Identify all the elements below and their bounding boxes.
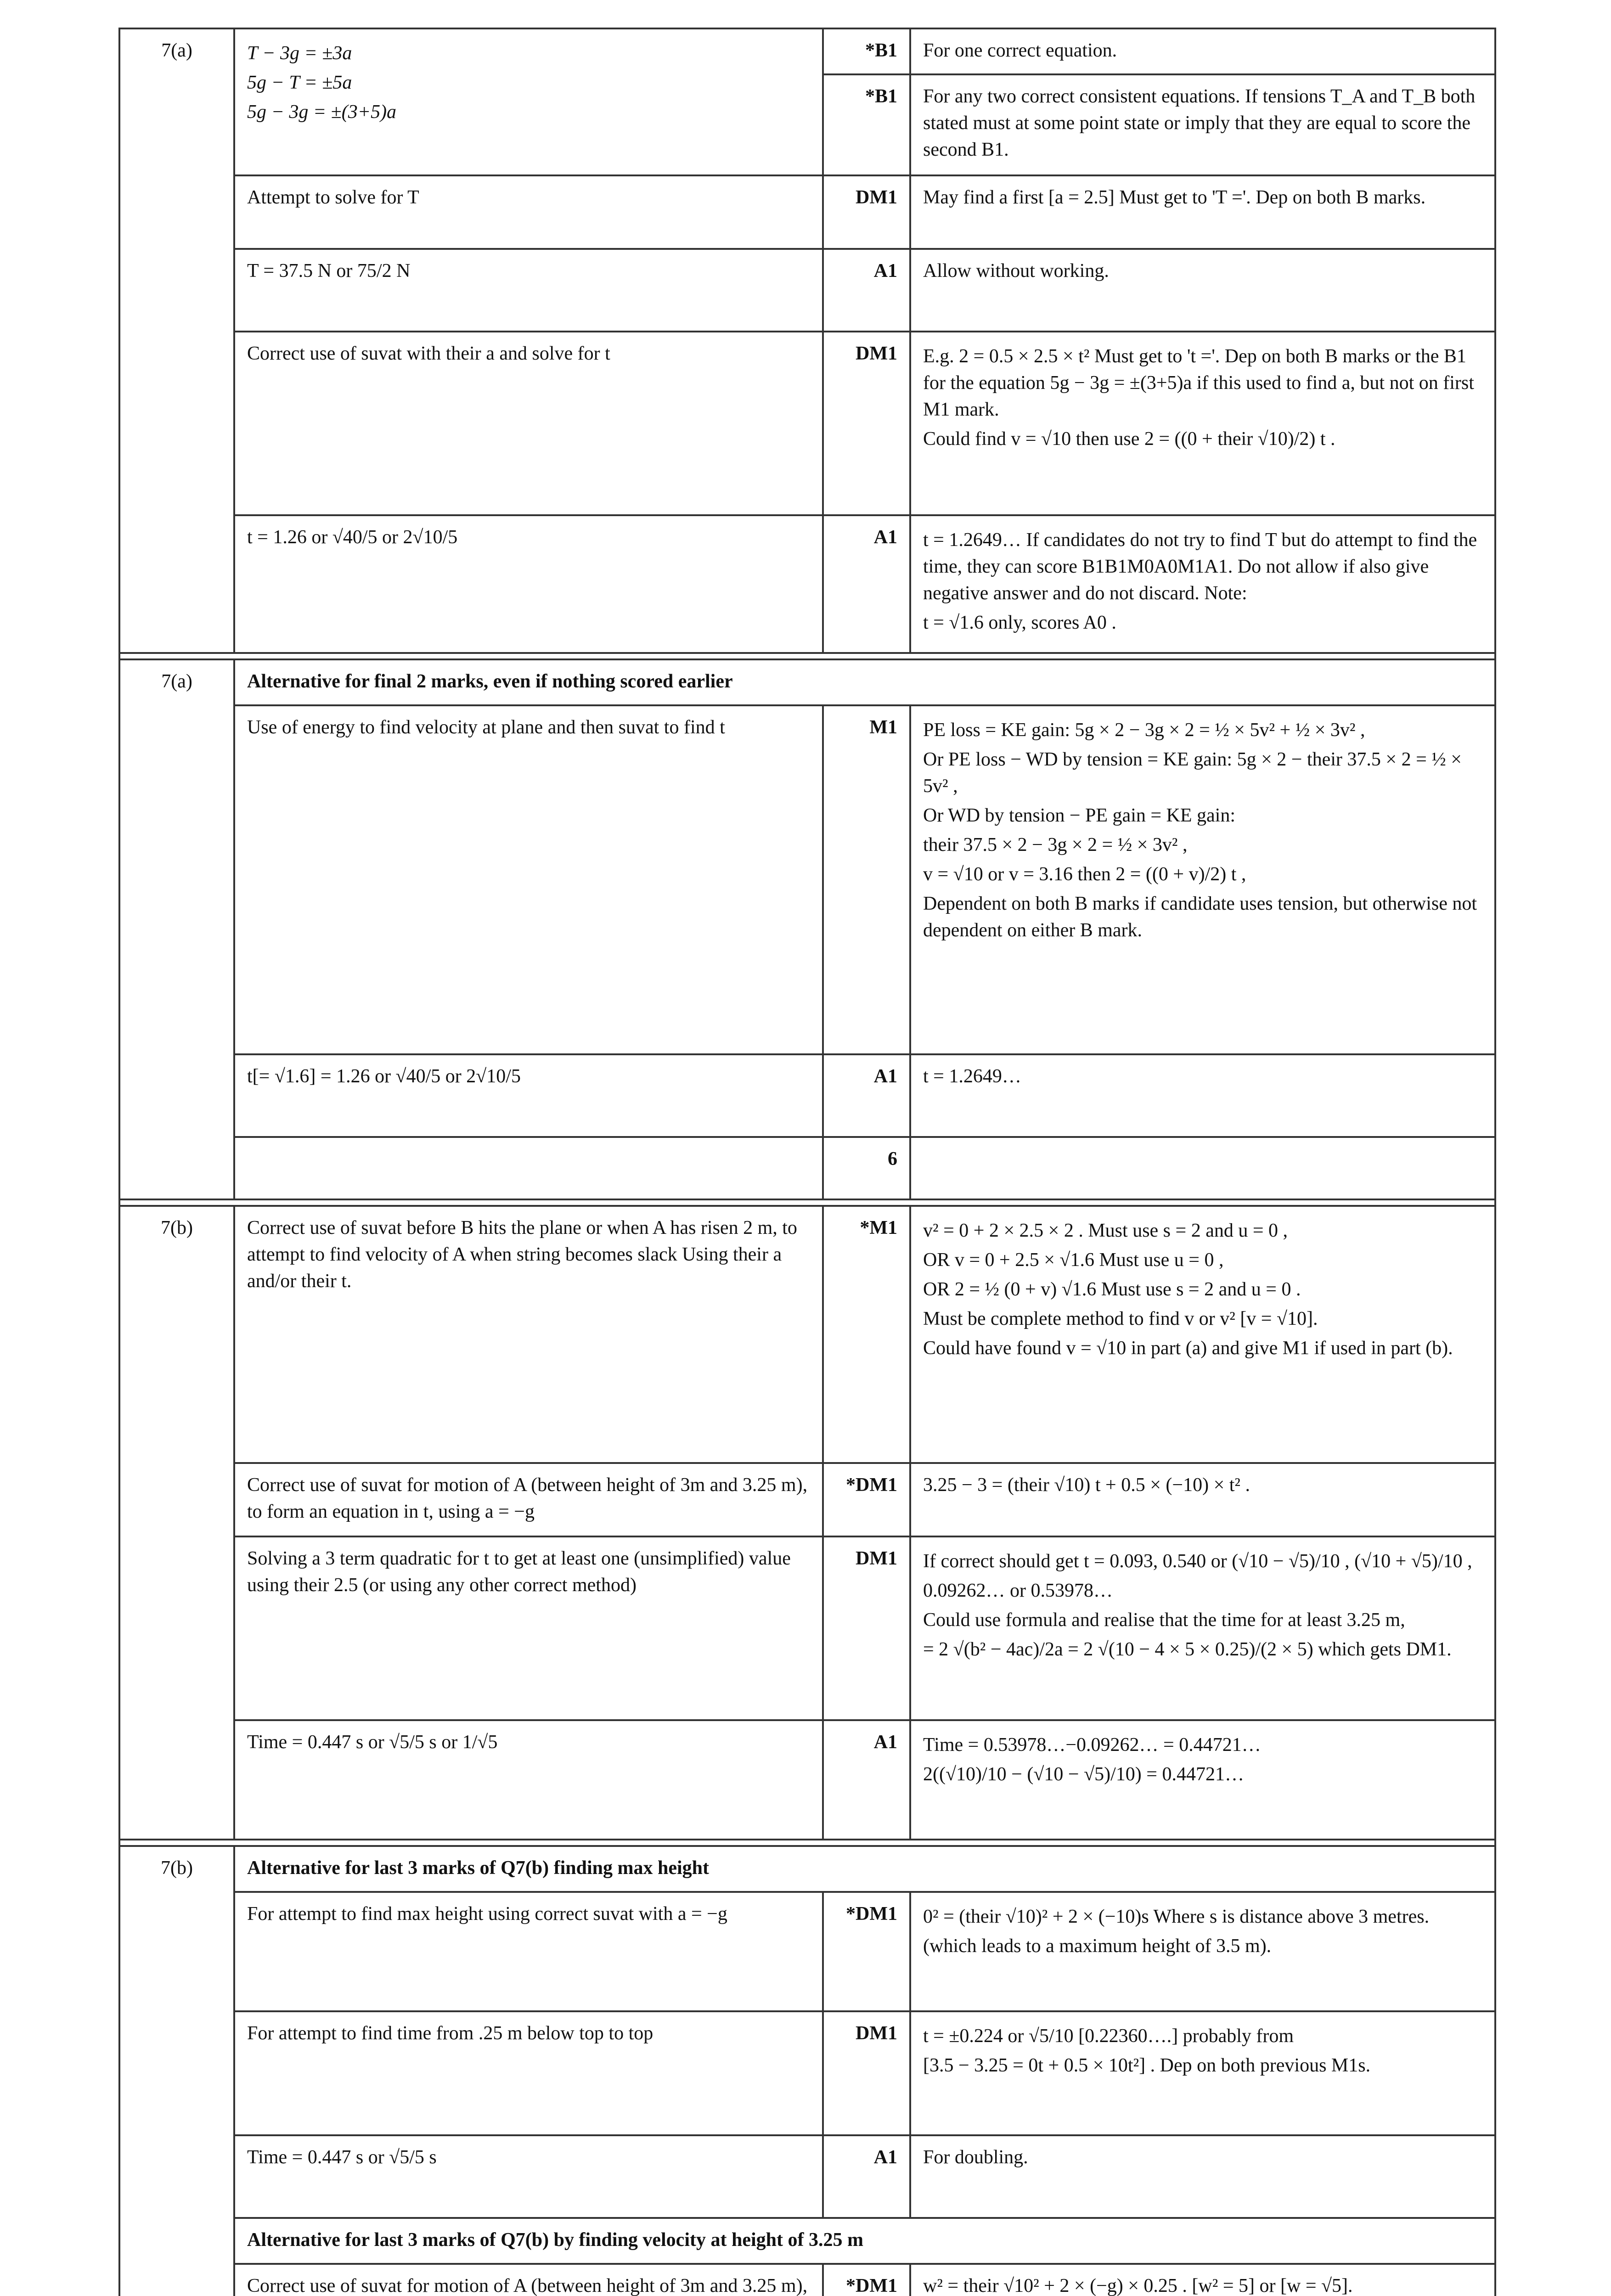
guidance-line: v = √10 or v = 3.16 then 2 = ((0 + v)/2) t , — [923, 863, 1246, 885]
answer-cell — [234, 28, 823, 175]
answer-cell: t = 1.26 or √40/5 or 2√10/5 — [234, 515, 823, 653]
mark-code: A1 — [823, 515, 910, 653]
answer-cell: For attempt to find max height using correct suvat with a = −g — [234, 1892, 823, 2011]
guidance-line: Could find v = √10 then use 2 = ((0 + their √10)/2) t . — [923, 428, 1335, 450]
mark-code: A1 — [823, 2135, 910, 2218]
mark-code: *DM1 — [823, 1463, 910, 1536]
guidance-line: t = ±0.224 or √5/10 [0.22360….] probably from — [923, 2026, 1294, 2047]
section-title: Alternative for last 3 marks of Q7(b) by finding velocity at height of 3.25 m — [234, 2218, 1495, 2264]
guidance-line: PE loss = KE gain: 5g × 2 − 3g × 2 = ½ × 5v² + ½ × 3v² , — [923, 720, 1365, 741]
mark-code: A1 — [823, 1054, 910, 1137]
mark-code: *DM1 — [823, 2264, 910, 2296]
answer-cell: Use of energy to find velocity at plane and then suvat to find t — [234, 705, 823, 1054]
guidance-line: Or PE loss − WD by tension = KE gain: 5g × 2 − their 37.5 × 2 = ½ × 5v² , — [923, 748, 1462, 797]
mark-code: A1 — [823, 249, 910, 332]
guidance-line: (which leads to a maximum height of 3.5 m). — [923, 1935, 1272, 1957]
guidance-line: v² = 0 + 2 × 2.5 × 2 . Must use s = 2 and u = 0 , — [923, 1220, 1288, 1241]
guidance-line: their 37.5 × 2 − 3g × 2 = ½ × 3v² , — [923, 834, 1188, 855]
answer-cell: Correct use of suvat with their a and solve for t — [234, 332, 823, 515]
question-number: 7(b) — [119, 1206, 234, 1840]
mark-code: DM1 — [823, 1536, 910, 1720]
answer-cell — [234, 1137, 823, 1199]
guidance-line: E.g. 2 = 0.5 × 2.5 × t² Must get to 't ='. Dep on both B marks or the B1 for the equation 5g − 3g = ±(3+5)a if this used to find a, but not on first M1 mark. — [923, 346, 1474, 420]
guidance-cell — [910, 1720, 1495, 1840]
answer-cell: t[= √1.6] = 1.26 or √40/5 or 2√10/5 — [234, 1054, 823, 1137]
row-separator — [119, 1840, 1495, 1846]
answer-cell: Correct use of suvat for motion of A (between height of 3m and 3.25 m), — [234, 2264, 823, 2296]
equation-line: 5g − T = ±5a — [247, 72, 352, 93]
answer-cell: Solving a 3 term quadratic for t to get at least one (unsimplified) value using their 2.5 (or using any other correct method) — [234, 1536, 823, 1720]
mark-code: *DM1 — [823, 1892, 910, 2011]
guidance-line: Dependent on both B marks if candidate uses tension, but otherwise not dependent on either B mark. — [923, 893, 1477, 941]
guidance-cell: For any two correct consistent equations. If tensions T_A and T_B both stated must at some point state or imply that they are equal to score the second B1. — [910, 74, 1495, 175]
row-separator — [119, 1199, 1495, 1206]
guidance-line: Time = 0.53978…−0.09262… = 0.44721… — [923, 1734, 1261, 1756]
guidance-cell: Allow without working. — [910, 249, 1495, 332]
guidance-line: OR 2 = ½ (0 + v) √1.6 Must use s = 2 and u = 0 . — [923, 1278, 1301, 1300]
guidance-cell — [910, 1137, 1495, 1199]
guidance-line: [3.5 − 3.25 = 0t + 0.5 × 10t²] . Dep on both previous M1s. — [923, 2054, 1371, 2076]
mark-code: *B1 — [823, 74, 910, 175]
total-marks: 6 — [823, 1137, 910, 1199]
guidance-cell — [910, 1536, 1495, 1720]
mark-code: DM1 — [823, 2011, 910, 2135]
guidance-line: Could have found v = √10 in part (a) and give M1 if used in part (b). — [923, 1337, 1453, 1359]
guidance-cell: t = 1.2649… — [910, 1054, 1495, 1137]
guidance-cell: May find a first [a = 2.5] Must get to 'T ='. Dep on both B marks. — [910, 175, 1495, 249]
guidance-line: OR v = 0 + 2.5 × √1.6 Must use u = 0 , — [923, 1249, 1224, 1271]
answer-cell: Time = 0.447 s or √5/5 s or 1/√5 — [234, 1720, 823, 1840]
guidance-cell — [910, 515, 1495, 653]
row-separator — [119, 653, 1495, 659]
guidance-line: 2((√10)/10 − (√10 − √5)/10) = 0.44721… — [923, 1763, 1244, 1785]
guidance-line: Could use formula and realise that the time for at least 3.25 m, — [923, 1609, 1405, 1631]
guidance-line: 0.09262… or 0.53978… — [923, 1580, 1113, 1601]
question-number: 7(b) — [119, 1846, 234, 2296]
guidance-line: Or WD by tension − PE gain = KE gain: — [923, 805, 1236, 826]
question-number: 7(a) — [119, 28, 234, 653]
equation-line: 5g − 3g = ±(3+5)a — [247, 101, 397, 123]
mark-code: DM1 — [823, 332, 910, 515]
guidance-cell — [910, 332, 1495, 515]
section-title: Alternative for last 3 marks of Q7(b) finding max height — [234, 1846, 1495, 1892]
guidance-cell: For one correct equation. — [910, 28, 1495, 74]
answer-cell: T = 37.5 N or 75/2 N — [234, 249, 823, 332]
guidance-cell — [910, 705, 1495, 1054]
guidance-cell: For doubling. — [910, 2135, 1495, 2218]
guidance-cell: w² = their √10² + 2 × (−g) × 0.25 . [w² = 5] or [w = √5]. — [910, 2264, 1495, 2296]
guidance-line: = 2 √(b² − 4ac)/2a = 2 √(10 − 4 × 5 × 0.25)/(2 × 5) which gets DM1. — [923, 1638, 1452, 1660]
guidance-line: If correct should get t = 0.093, 0.540 or (√10 − √5)/10 , (√10 + √5)/10 , — [923, 1551, 1472, 1572]
answer-cell: Time = 0.447 s or √5/5 s — [234, 2135, 823, 2218]
mark-code: *B1 — [823, 28, 910, 74]
guidance-cell — [910, 1206, 1495, 1463]
answer-cell: Correct use of suvat for motion of A (between height of 3m and 3.25 m), to form an equation in t, using a = −g — [234, 1463, 823, 1536]
guidance-cell — [910, 2011, 1495, 2135]
mark-code: DM1 — [823, 175, 910, 249]
mark-code: A1 — [823, 1720, 910, 1840]
guidance-line: t = 1.2649… If candidates do not try to find T but do attempt to find the time, they can score B1B1M0A0M1A1. Do not allow if also give negative answer and do not discard. Note: — [923, 529, 1477, 604]
question-number: 7(a) — [119, 659, 234, 1199]
mark-scheme-table — [118, 28, 1496, 2296]
answer-cell: Correct use of suvat before B hits the plane or when A has risen 2 m, to attempt to find velocity of A when string becomes slack Using their a and/or their t. — [234, 1206, 823, 1463]
guidance-cell: 3.25 − 3 = (their √10) t + 0.5 × (−10) × t² . — [910, 1463, 1495, 1536]
guidance-line: 0² = (their √10)² + 2 × (−10)s Where s is distance above 3 metres. — [923, 1906, 1430, 1927]
mark-code: M1 — [823, 705, 910, 1054]
guidance-line: Must be complete method to find v or v² [v = √10]. — [923, 1308, 1318, 1329]
section-title: Alternative for final 2 marks, even if nothing scored earlier — [234, 659, 1495, 705]
guidance-cell — [910, 1892, 1495, 2011]
mark-code: *M1 — [823, 1206, 910, 1463]
equation-line: T − 3g = ±3a — [247, 43, 352, 64]
answer-cell: Attempt to solve for T — [234, 175, 823, 249]
guidance-line: t = √1.6 only, scores A0 . — [923, 612, 1116, 633]
answer-cell: For attempt to find time from .25 m below top to top — [234, 2011, 823, 2135]
